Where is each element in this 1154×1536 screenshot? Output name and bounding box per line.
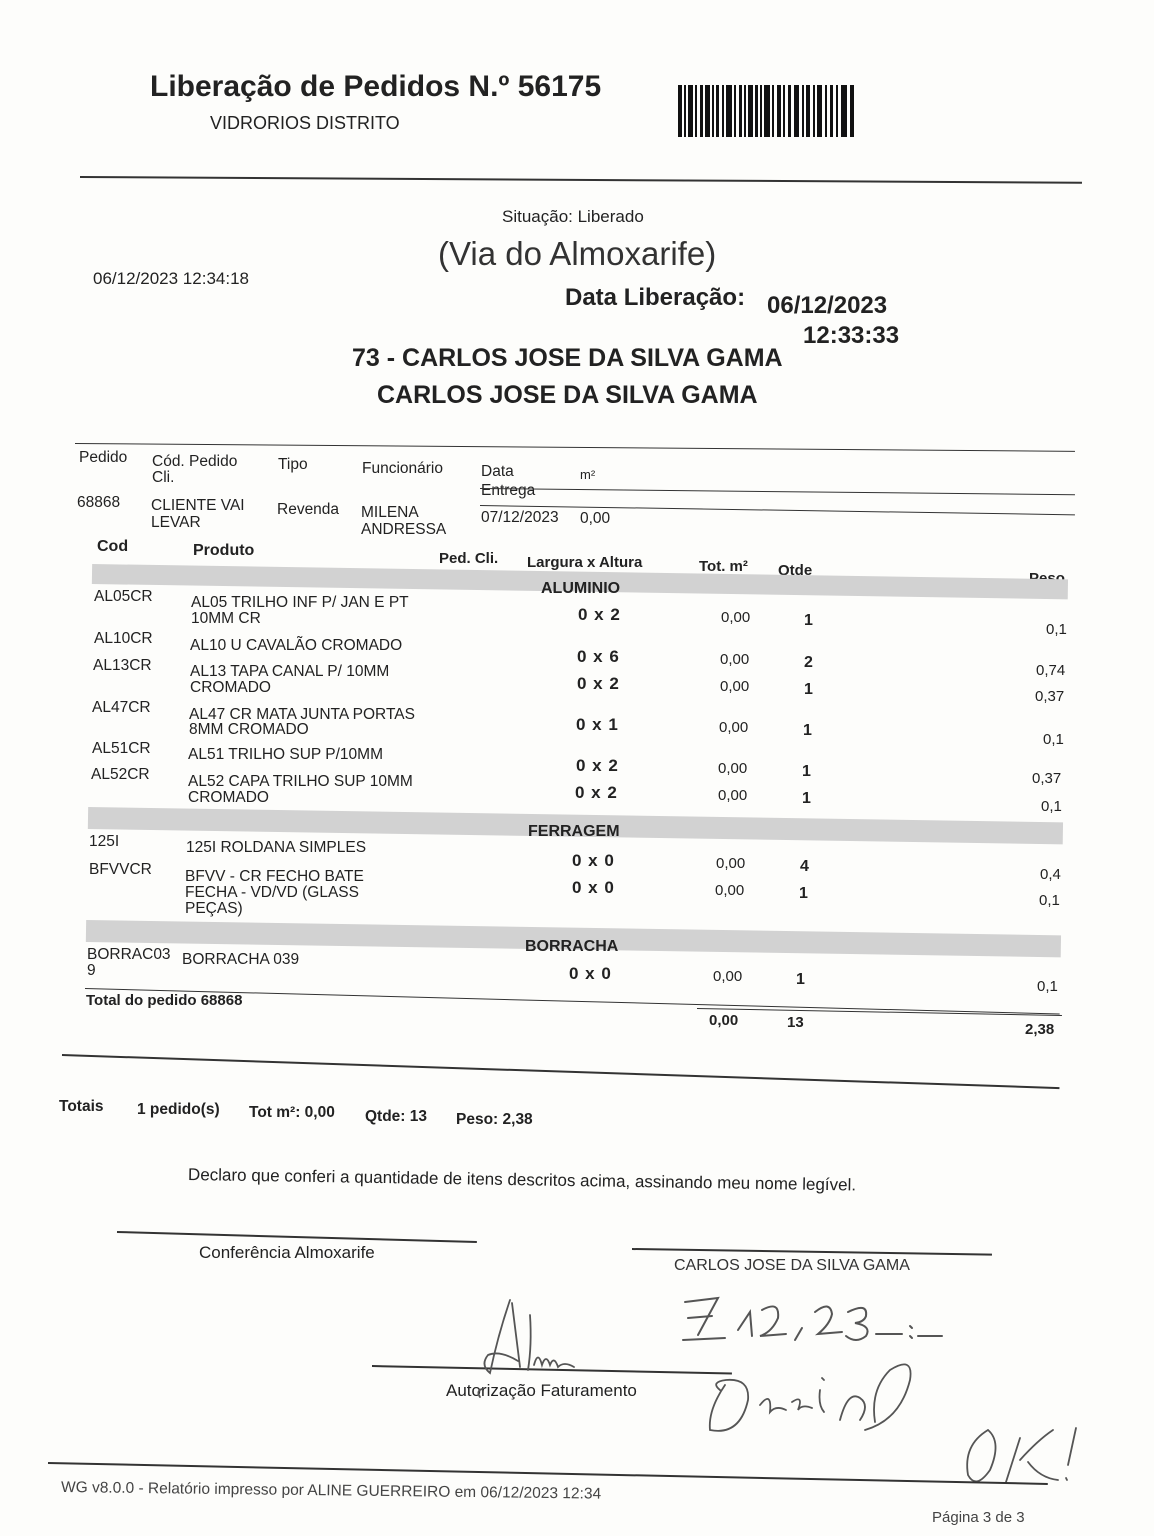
item-peso: 0,1 [1039,892,1060,909]
order-cod-cli-1: CLIENTE VAI [151,497,245,514]
printed-timestamp: 06/12/2023 12:34:18 [93,269,249,288]
item-tot-m2: 0,00 [719,719,749,736]
order-tipo: Revenda [277,501,340,518]
items-col-largura-altura: Largura x Altura [527,554,643,571]
item-tot-m2: 0,00 [720,651,750,668]
item-peso: 0,1 [1037,978,1058,995]
category-label: BORRACHA [525,938,619,955]
totals-label: Totais [59,1098,104,1115]
item-qtde: 1 [803,722,812,739]
item-qtde: 1 [802,790,811,807]
col-data-entrega-1: Data [481,463,514,480]
col-cod-pedido-2: Cli. [152,469,175,486]
autorizacao-label: Autorização Faturamento [446,1381,637,1400]
item-cod: AL52CR [91,766,150,783]
client-signature-name: CARLOS JOSE DA SILVA GAMA [674,1257,910,1274]
item-tot-m2: 0,00 [720,678,750,695]
item-peso: 0,1 [1041,798,1062,815]
order-data-entrega: 07/12/2023 [481,509,559,526]
totals-divider [62,1054,1060,1089]
item-cod: AL10CR [94,630,153,647]
item-peso: 0,4 [1040,866,1061,883]
conferencia-signature-line [117,1231,477,1243]
handwritten-date [680,1290,950,1350]
totals-qtde: Qtde: 13 [365,1108,428,1125]
item-cod: AL05CR [94,588,153,605]
order-total-peso: 2,38 [1025,1021,1055,1038]
item-produto: AL47 CR MATA JUNTA PORTAS [189,706,415,723]
page-number: Página 3 de 3 [932,1509,1025,1526]
item-qtde: 4 [800,858,809,875]
item-tot-m2: 0,00 [721,609,751,626]
item-cod: AL47CR [92,699,151,716]
items-col-produto: Produto [193,542,255,559]
report-title: Liberação de Pedidos N.º 56175 [150,70,602,103]
item-dimensions: 0 x 0 [569,964,612,983]
order-row-line [480,505,1075,515]
item-tot-m2: 0,00 [716,855,746,872]
order-funcionario-1: MILENA [361,504,419,521]
order-m2: 0,00 [580,510,611,527]
order-funcionario-2: ANDRESSA [361,521,447,538]
item-produto: BORRACHA 039 [182,951,300,968]
item-qtde: 1 [804,612,813,629]
release-time: 12:33:33 [803,322,900,349]
item-produto: FECHA - VD/VD (GLASS [185,884,359,901]
item-qtde: 1 [799,885,808,902]
item-tot-m2: 0,00 [713,968,743,985]
order-total-qtde: 13 [787,1014,804,1031]
items-col-tot-m2: Tot. m² [699,558,748,575]
item-peso: 0,1 [1046,621,1067,638]
item-dimensions: 0 x 0 [572,851,615,870]
item-dimensions: 0 x 0 [572,878,615,897]
order-total-m2: 0,00 [709,1012,739,1029]
category-label: FERRAGEM [528,823,620,840]
item-produto: CROMADO [190,679,271,696]
order-total-label: Total do pedido 68868 [86,992,243,1009]
item-cod: 9 [87,962,96,979]
item-produto: AL52 CAPA TRILHO SUP 10MM [188,773,413,790]
totals-pedidos: 1 pedido(s) [137,1101,220,1118]
col-m2: m² [580,467,596,482]
order-cod-cli-2: LEVAR [151,514,201,531]
order-header-line [480,488,1075,495]
item-dimensions: 0 x 2 [575,783,618,802]
item-tot-m2: 0,00 [718,760,748,777]
item-peso: 0,74 [1036,662,1066,679]
item-produto: AL05 TRILHO INF P/ JAN E PT [191,594,409,611]
signature-drawing [470,1295,590,1410]
item-cod: AL13CR [93,657,152,674]
item-peso: 0,1 [1043,731,1064,748]
item-cod: BFVVCR [89,861,152,878]
item-produto: 10MM CR [191,610,261,627]
item-cod: BORRAC03 [87,946,171,963]
declaration-text: Declaro que conferi a quantidade de itens descritos acima, assinando meu nome legível. [187,1165,857,1195]
client-code-name: 73 - CARLOS JOSE DA SILVA GAMA [352,344,783,372]
items-col-qtde: Qtde [778,562,813,579]
item-cod: AL51CR [92,740,151,757]
copy-type: (Via do Almoxarife) [438,235,717,272]
col-funcionario: Funcionário [362,460,443,477]
col-pedido: Pedido [79,449,128,466]
conferencia-label: Conferência Almoxarife [199,1243,375,1262]
item-qtde: 2 [804,654,813,671]
totals-m2: Tot m²: 0,00 [249,1104,335,1121]
client-signature-line [632,1248,992,1256]
item-tot-m2: 0,00 [715,882,745,899]
item-dimensions: 0 x 6 [577,647,620,666]
company-name: VIDRORIOS DISTRITO [210,113,400,133]
item-dimensions: 0 x 1 [576,715,619,734]
item-dimensions: 0 x 2 [576,756,619,775]
items-col-ped-cli: Ped. Cli. [439,550,499,567]
item-tot-m2: 0,00 [718,787,748,804]
signature-drawing [700,1350,930,1440]
item-peso: 0,37 [1035,688,1065,705]
category-label: ALUMINIO [541,580,621,597]
item-produto: AL10 U CAVALÃO CROMADO [190,637,403,654]
col-tipo: Tipo [278,456,308,473]
order-table-top-line [75,443,1075,452]
header-divider [80,176,1082,184]
footer-printed-by: WG v8.0.0 - Relatório impresso por ALINE GUERREIRO em 06/12/2023 12:34 [60,1479,602,1503]
item-dimensions: 0 x 2 [577,674,620,693]
col-data-entrega-2: Entrega [481,482,536,499]
item-qtde: 1 [802,763,811,780]
client-name: CARLOS JOSE DA SILVA GAMA [377,381,758,409]
item-produto: 8MM CROMADO [189,721,309,738]
item-produto: AL51 TRILHO SUP P/10MM [188,746,383,763]
item-produto: AL13 TAPA CANAL P/ 10MM [190,663,390,680]
release-date: 06/12/2023 [767,292,888,319]
item-dimensions: 0 x 2 [578,605,621,624]
item-qtde: 1 [804,681,813,698]
barcode [678,85,854,137]
item-peso: 0,37 [1032,770,1062,787]
item-cod: 125I [89,833,120,850]
col-cod-pedido-1: Cód. Pedido [152,453,238,470]
item-produto: BFVV - CR FECHO BATE [185,868,364,885]
totals-peso: Peso: 2,38 [456,1111,533,1128]
item-produto: PEÇAS) [185,900,243,917]
release-date-label: Data Liberação: [565,284,746,311]
items-col-cod: Cod [97,538,129,555]
item-produto: CROMADO [188,789,269,806]
order-pedido: 68868 [77,494,121,511]
status-text: Situação: Liberado [502,207,644,226]
item-qtde: 1 [796,971,805,988]
item-produto: 125I ROLDANA SIMPLES [186,839,367,856]
